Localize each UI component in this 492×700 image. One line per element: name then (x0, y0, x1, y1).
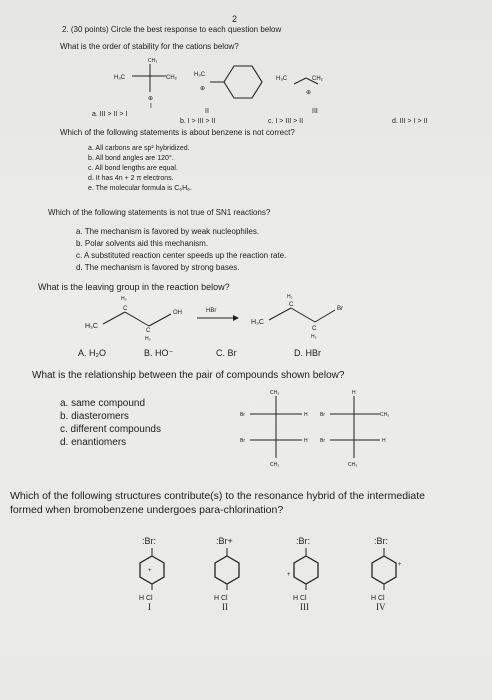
left-bottom-ch3: CH₃ (270, 462, 280, 468)
svg-text:+: + (287, 572, 291, 578)
resonance-label-IV: IV (376, 602, 386, 612)
cation-label-I: I (150, 103, 152, 110)
right-top-h: H (352, 390, 356, 396)
reaction-arrow (197, 308, 239, 321)
left-top-ch3: CH₃ (270, 390, 280, 396)
q3-option-d[interactable]: d. The mechanism is favored by strong bases. (76, 263, 240, 272)
fischer-projection-right (320, 390, 389, 468)
q6-prompt-line1: Which of the following structures contribute(s) to the resonance hybrid of the intermediate (10, 490, 425, 502)
svg-text:CH₃: CH₃ (148, 58, 158, 64)
left-br-2: Br (240, 438, 245, 444)
q1-option-b[interactable]: b. I > III > II (180, 118, 216, 125)
left-h-2: H (304, 438, 308, 444)
right-bottom-ch3: CH₃ (348, 462, 358, 468)
reactant-h2-bottom: H₂ (145, 336, 151, 342)
cation-label-III: III (312, 108, 318, 115)
q5-prompt: What is the relationship between the pair of compounds shown below? (32, 370, 345, 381)
q4-answer-c[interactable]: C. Br (216, 348, 237, 358)
q3-option-a[interactable]: a. The mechanism is favored by weak nucleophiles. (76, 227, 260, 236)
reactant-oh: OH (173, 310, 182, 316)
svg-text:+: + (398, 562, 402, 568)
product-bromide (251, 294, 343, 340)
reactant-c-top: C (123, 306, 128, 312)
svg-text:⊕: ⊕ (306, 90, 312, 96)
resonance-structure-I (139, 536, 164, 602)
q5-fischer-projections (236, 386, 396, 472)
right-br-1: Br (320, 412, 325, 418)
q2-option-e[interactable]: e. The molecular formula is C₆H₆. (88, 185, 192, 192)
resonance-label-II: II (222, 602, 228, 612)
structure-IV-hcl: H Cl (371, 595, 385, 602)
cation-structure-III (276, 76, 324, 96)
q2-option-c[interactable]: c. All bond lengths are equal. (88, 165, 178, 172)
question-header: 2. (30 points) Circle the best response to each question below (62, 25, 282, 34)
q2-option-b[interactable]: b. All bond angles are 120°. (88, 155, 174, 162)
structure-III-hcl: H Cl (293, 595, 307, 602)
resonance-label-III: III (300, 602, 309, 612)
q5-option-d[interactable]: d. enantiomers (60, 437, 127, 448)
q1-option-a[interactable]: a. III > II > I (92, 111, 128, 118)
reactant-h2-top: H₂ (121, 296, 127, 302)
right-h-2: H (382, 438, 386, 444)
q3-option-c[interactable]: c. A substituted reaction center speeds up the reaction rate. (76, 251, 287, 260)
q1-option-d[interactable]: d. III > I > II (392, 118, 428, 125)
left-br-1: Br (240, 412, 245, 418)
reactant-alcohol (85, 296, 182, 342)
structure-IV-br: :Br: (374, 536, 389, 546)
svg-text:⊕: ⊕ (148, 96, 154, 102)
q5-option-a[interactable]: a. same compound (60, 398, 146, 409)
svg-text:H₃C: H₃C (114, 75, 126, 81)
resonance-structure-III (287, 536, 318, 602)
svg-text:CH₂: CH₂ (312, 76, 323, 82)
q5-option-b[interactable]: b. diasteromers (60, 411, 129, 422)
q1-option-c[interactable]: c. I > III > II (268, 118, 304, 125)
q3-prompt: Which of the following statements is not true of SN1 reactions? (48, 208, 271, 217)
q6-resonance-structures (120, 532, 460, 626)
q6-prompt-line2: formed when bromobenzene undergoes para-chlorination? (10, 504, 284, 516)
right-br-2: Br (320, 438, 325, 444)
q4-reaction-scheme (85, 294, 365, 342)
cation-structure-II (194, 66, 262, 98)
product-c-top: C (289, 302, 294, 308)
q1-cation-structures (100, 56, 340, 114)
svg-text:H₃C: H₃C (194, 72, 206, 78)
q4-answer-d[interactable]: D. HBr (294, 348, 321, 358)
cation-label-II: II (205, 108, 209, 115)
reagent-hbr: HBr (206, 308, 217, 314)
q2-option-d[interactable]: d. It has 4n + 2 π electrons. (88, 175, 174, 182)
structure-II-br: :Br+ (216, 536, 233, 546)
svg-text:H₃C: H₃C (85, 323, 98, 330)
structure-I-br: :Br: (142, 536, 157, 546)
fischer-projection-left (240, 390, 308, 468)
svg-text:⊕: ⊕ (200, 86, 206, 92)
resonance-structure-II (214, 536, 239, 602)
q2-option-a[interactable]: a. All carbons are sp² hybridized. (88, 145, 190, 152)
resonance-structure-IV (371, 536, 402, 602)
product-h2-top: H₂ (287, 294, 293, 300)
q3-option-b[interactable]: b. Polar solvents aid this mechanism. (76, 239, 209, 248)
structure-I-hcl: H Cl (139, 595, 153, 602)
svg-text:H₃C: H₃C (251, 319, 264, 326)
q2-prompt: Which of the following statements is about benzene is not correct? (60, 128, 295, 137)
left-h-1: H (304, 412, 308, 418)
product-c-bottom: C (312, 326, 317, 332)
svg-text:+: + (148, 568, 152, 574)
svg-text:CH₂: CH₂ (166, 75, 177, 81)
resonance-label-I: I (148, 602, 151, 612)
reactant-c-bottom: C (146, 328, 151, 334)
q4-answer-b[interactable]: B. HO⁻ (144, 348, 174, 358)
q5-option-c[interactable]: c. different compounds (60, 424, 161, 435)
page-number: 2 (232, 14, 238, 24)
q4-prompt: What is the leaving group in the reaction below? (38, 282, 230, 292)
product-br: Br (337, 306, 343, 312)
structure-II-hcl: H Cl (214, 595, 228, 602)
svg-text:H₃C: H₃C (276, 76, 288, 82)
structure-III-br: :Br: (296, 536, 311, 546)
cation-structure-I (114, 58, 178, 102)
product-h2-bottom: H₂ (311, 334, 317, 340)
q1-prompt: What is the order of stability for the cations below? (60, 42, 239, 51)
right-ch3-1: CH₃ (380, 412, 390, 418)
q4-answer-a[interactable]: A. H₂O (78, 348, 106, 358)
